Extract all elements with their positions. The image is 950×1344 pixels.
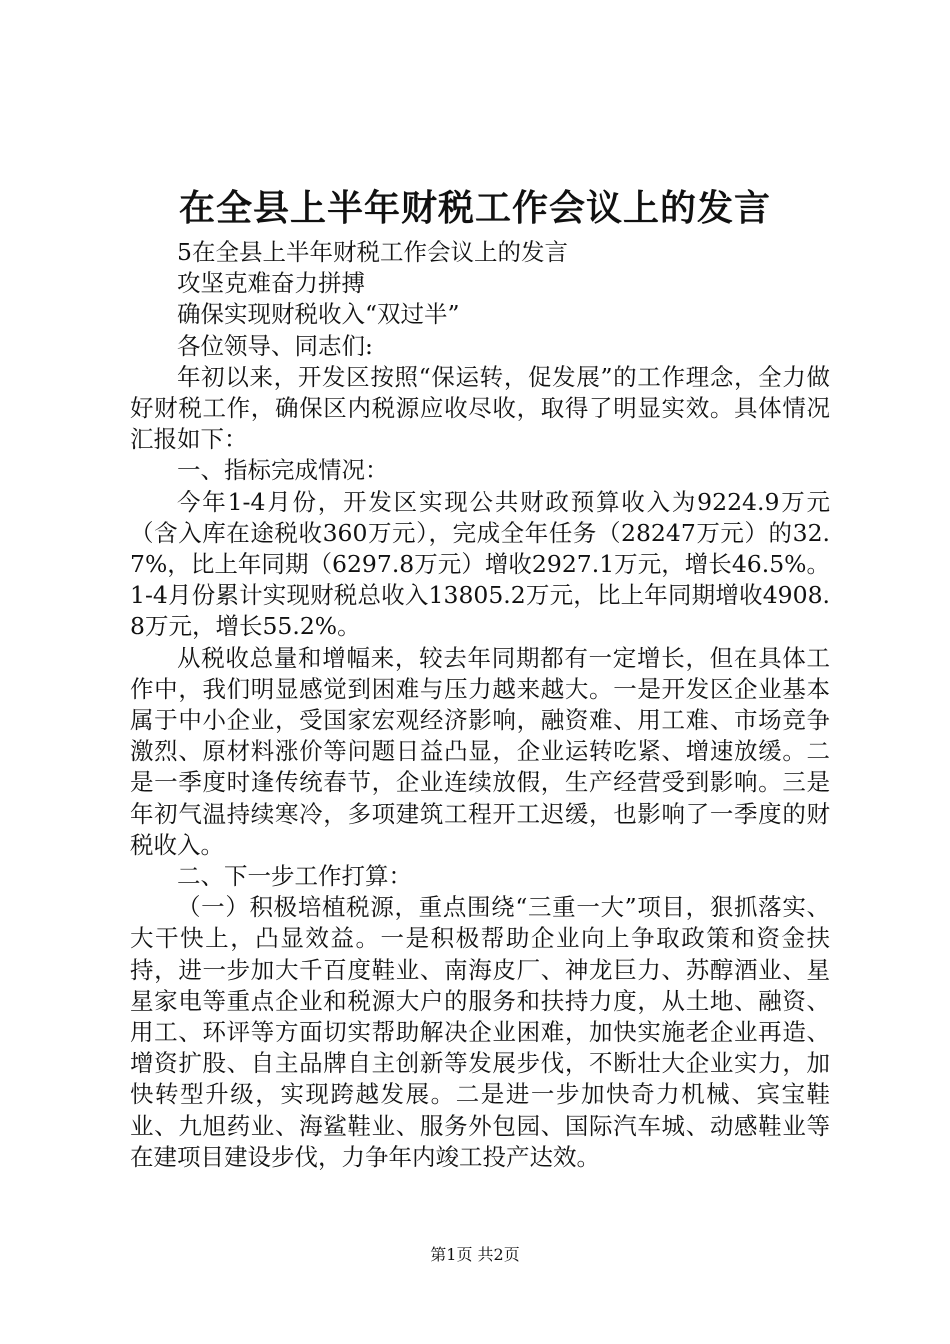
section-heading-2: 二、下一步工作打算： <box>177 862 412 891</box>
paragraph-subtitle-3: 确保实现财税收入“双过半” <box>177 300 460 329</box>
paragraph-intro: 年初以来，开发区按照“保运转，促发展”的工作理念，全力做好财税工作，确保区内税源应收尽收，取得了明显实效。具体情况汇报如下： <box>130 362 830 454</box>
paragraph-difficulties: 从税收总量和增幅来，较去年同期都有一定增长，但在具体工作中，我们明显感觉到困难与压力越来越大。一是开发区企业基本属于中小企业，受国家宏观经济影响，融资难、用工难、市场竞争激烈、原材料涨价等问题日益凸显，企业运转吃紧、增速放缓。二是一季度时逢传统春节，企业连续放假，生产经营受到影响。三是年初气温持续寒冷，多项建筑工程开工迟缓，也影响了一季度的财税收入。 <box>130 643 830 859</box>
paragraph-subtitle-1: 5在全县上半年财税工作会议上的发言 <box>177 238 568 266</box>
document-body <box>130 237 830 1173</box>
page-footer: 第1页 共2页 <box>430 1245 520 1264</box>
section-heading-1: 一、指标完成情况： <box>177 456 389 485</box>
paragraph-subtitle-2: 攻坚克难奋力拼搏 <box>177 269 365 298</box>
paragraph-figures: 今年1-4月份，开发区实现公共财政预算收入为9224.9万元（含入库在途税收360万元），完成全年任务（28247万元）的32.7%，比上年同期（6297.8万元）增收2927.1万元，增长46.5%。1-4月份累计实现财税总收入13805.2万元，比上年同期增收4908.8万元，增长55.2%。 <box>130 487 830 641</box>
paragraph-plan-1: （一）积极培植税源，重点围绕“三重一大”项目，狠抓落实、大干快上，凸显效益。一是积极帮助企业向上争取政策和资金扶持，进一步加大千百度鞋业、南海皮厂、神龙巨力、苏醇酒业、星星家电等重点企业和税源大户的服务和扶持力度，从土地、融资、用工、环评等方面切实帮助解决企业困难，加快实施老企业再造、增资扩股、自主品牌自主创新等发展步伐，不断壮大企业实力，加快转型升级，实现跨越发展。二是进一步加快奇力机械、宾宝鞋业、九旭药业、海鲨鞋业、服务外包园、国际汽车城、动感鞋业等在建项目建设步伐，力争年内竣工投产达效。 <box>130 893 830 1171</box>
document-title: 在全县上半年财税工作会议上的发言 <box>178 187 771 229</box>
paragraph-salutation: 各位领导、同志们: <box>177 331 373 360</box>
